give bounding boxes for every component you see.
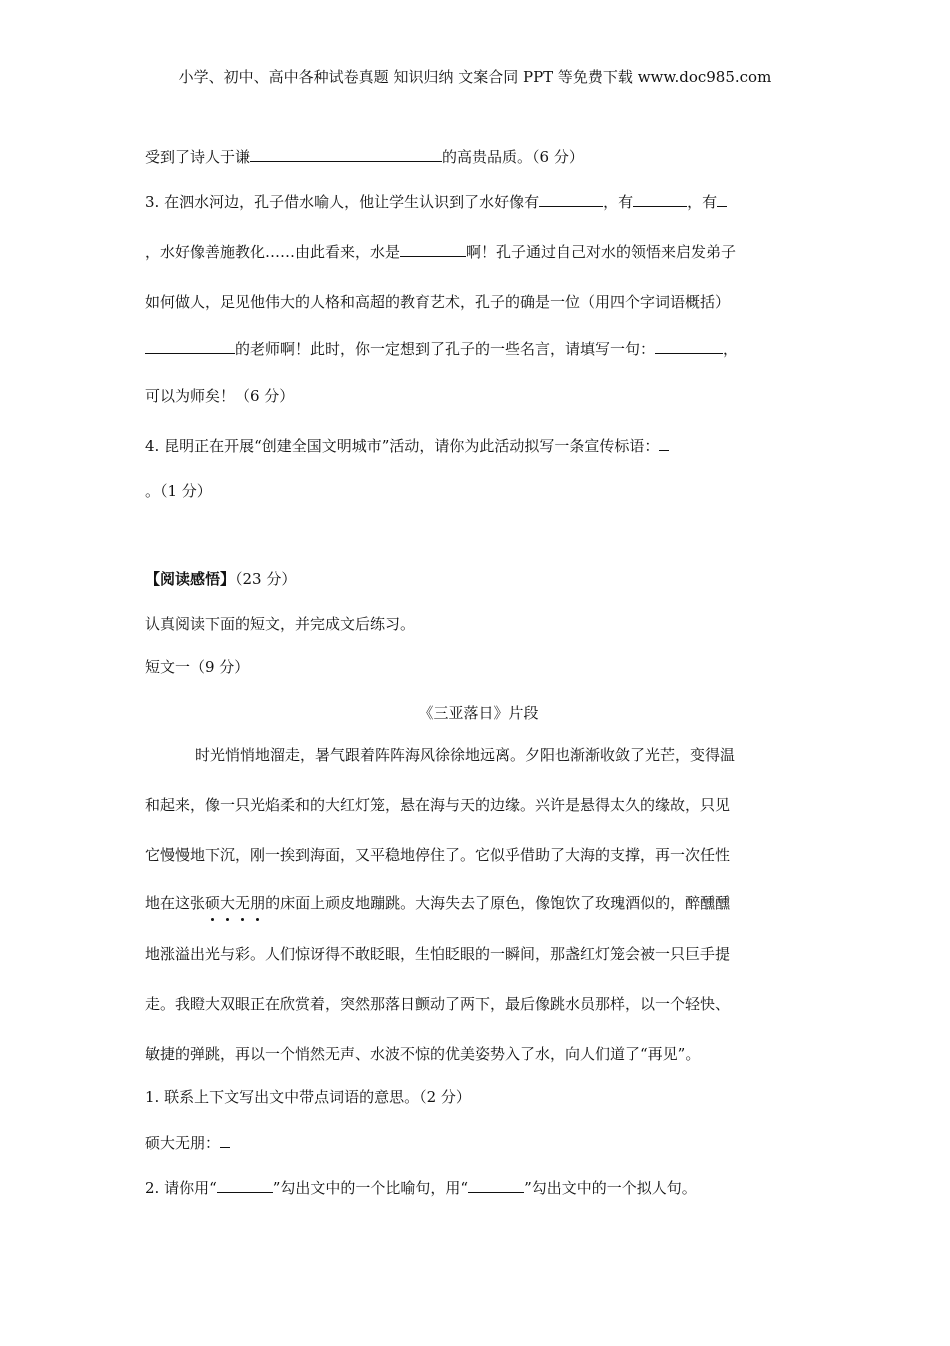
- answer-blank[interactable]: [659, 436, 669, 451]
- answer-blank[interactable]: [250, 147, 442, 162]
- answer-blank[interactable]: [633, 192, 687, 207]
- passage-label: 短文一（9 分）: [145, 658, 250, 676]
- passage-line-5: 地涨溢出光与彩。人们惊讶得不敢眨眼，生怕眨眼的一瞬间，那盏红灯笼会被一只巨手提: [145, 945, 731, 963]
- passage-line-7: 敏捷的弹跳，再以一个悄然无声、水波不惊的优美姿势入了水，向人们道了“再见”。: [145, 1045, 701, 1063]
- passage-line-1: 时光悄悄地溜走，暑气跟着阵阵海风徐徐地远离。夕阳也渐渐收敛了光芒，变得温: [195, 746, 736, 764]
- answer-blank[interactable]: [468, 1178, 524, 1193]
- page-header: 小学、初中、高中各种试卷真题 知识归纳 文案合同 PPT 等免费下载 www.doc985.com: [178, 68, 772, 86]
- q3-text: ，有: [687, 193, 718, 211]
- dotted-char: 大: [220, 894, 236, 912]
- question-3-line-4: [145, 339, 812, 359]
- section-title: 【阅读感悟】: [145, 570, 236, 588]
- q3-text: ，有: [603, 193, 634, 211]
- q3-text: ，: [723, 340, 739, 358]
- q2-text: ”勾出文中的一个比喻句，用“: [272, 1179, 469, 1197]
- q3-text: ，水好像善施教化……由此看来，水是: [145, 243, 401, 261]
- passage-line-2: 和起来，像一只光焰柔和的大红灯笼，悬在海与天的边缘。兴许是悬得太久的缘故，只见: [145, 796, 731, 814]
- question-2-tail: [145, 147, 812, 167]
- q3-text: 啊！孔子通过自己对水的领悟来启发弟子: [466, 243, 737, 261]
- dotted-char: 朋: [250, 894, 266, 912]
- answer-label: 硕大无朋：: [145, 1134, 221, 1152]
- q3-text: 的老师啊！此时，你一定想到了孔子的一些名言，请填写一句：: [235, 340, 656, 358]
- reading-instruction: 认真阅读下面的短文，并完成文后练习。: [145, 615, 416, 633]
- q4-text: 4. 昆明正在开展“创建全国文明城市”活动，请你为此活动拟写一条宣传标语：: [145, 437, 660, 455]
- answer-blank[interactable]: [145, 339, 235, 354]
- answer-blank[interactable]: [220, 1133, 230, 1148]
- answer-blank[interactable]: [717, 192, 727, 207]
- q2-suffix: 的高贵品质。（6 分）: [442, 148, 584, 166]
- q2-prefix: 受到了诗人于谦: [145, 148, 251, 166]
- passage-text: 地在这张: [145, 894, 206, 912]
- question-1-answer: [145, 1133, 812, 1153]
- answer-blank[interactable]: [400, 242, 466, 257]
- q2-text: 2. 请你用“: [145, 1179, 217, 1197]
- answer-blank[interactable]: [217, 1178, 273, 1193]
- question-3-line-1: [145, 192, 812, 212]
- question-3-line-3: 如何做人，足见他伟大的人格和高超的教育艺术，孔子的确是一位（用四个字词语概括）: [145, 293, 731, 311]
- reading-heading: [145, 569, 812, 589]
- answer-blank[interactable]: [655, 339, 723, 354]
- question-4-line-1: [145, 436, 812, 456]
- passage-line-4: [145, 893, 812, 913]
- q3-text: 3. 在泗水河边，孔子借水喻人，他让学生认识到了水好像有: [145, 193, 540, 211]
- question-3-line-5: 可以为师矣！（6 分）: [145, 387, 295, 405]
- question-4-line-2: 。（1 分）: [145, 482, 212, 500]
- passage-line-3: 它慢慢地下沉，刚一挨到海面，又平稳地停住了。它似乎借助了大海的支撑，再一次任性: [145, 846, 731, 864]
- dotted-char: 无: [235, 894, 251, 912]
- question-2: [145, 1178, 812, 1198]
- section-score: （23 分）: [235, 570, 297, 588]
- answer-blank[interactable]: [539, 192, 603, 207]
- passage-text: 的床面上顽皮地蹦跳。大海失去了原色，像饱饮了玫瑰酒似的，醉醺醺: [265, 894, 731, 912]
- q2-text: ”勾出文中的一个拟人句。: [524, 1179, 697, 1197]
- dotted-char: 硕: [205, 894, 221, 912]
- question-1: 1. 联系上下文写出文中带点词语的意思。（2 分）: [145, 1088, 471, 1106]
- passage-title: 《三亚落日》片段: [418, 704, 539, 722]
- passage-line-6: 走。我瞪大双眼正在欣赏着，突然那落日颤动了两下，最后像跳水员那样，以一个轻快、: [145, 995, 731, 1013]
- question-3-line-2: [145, 242, 812, 262]
